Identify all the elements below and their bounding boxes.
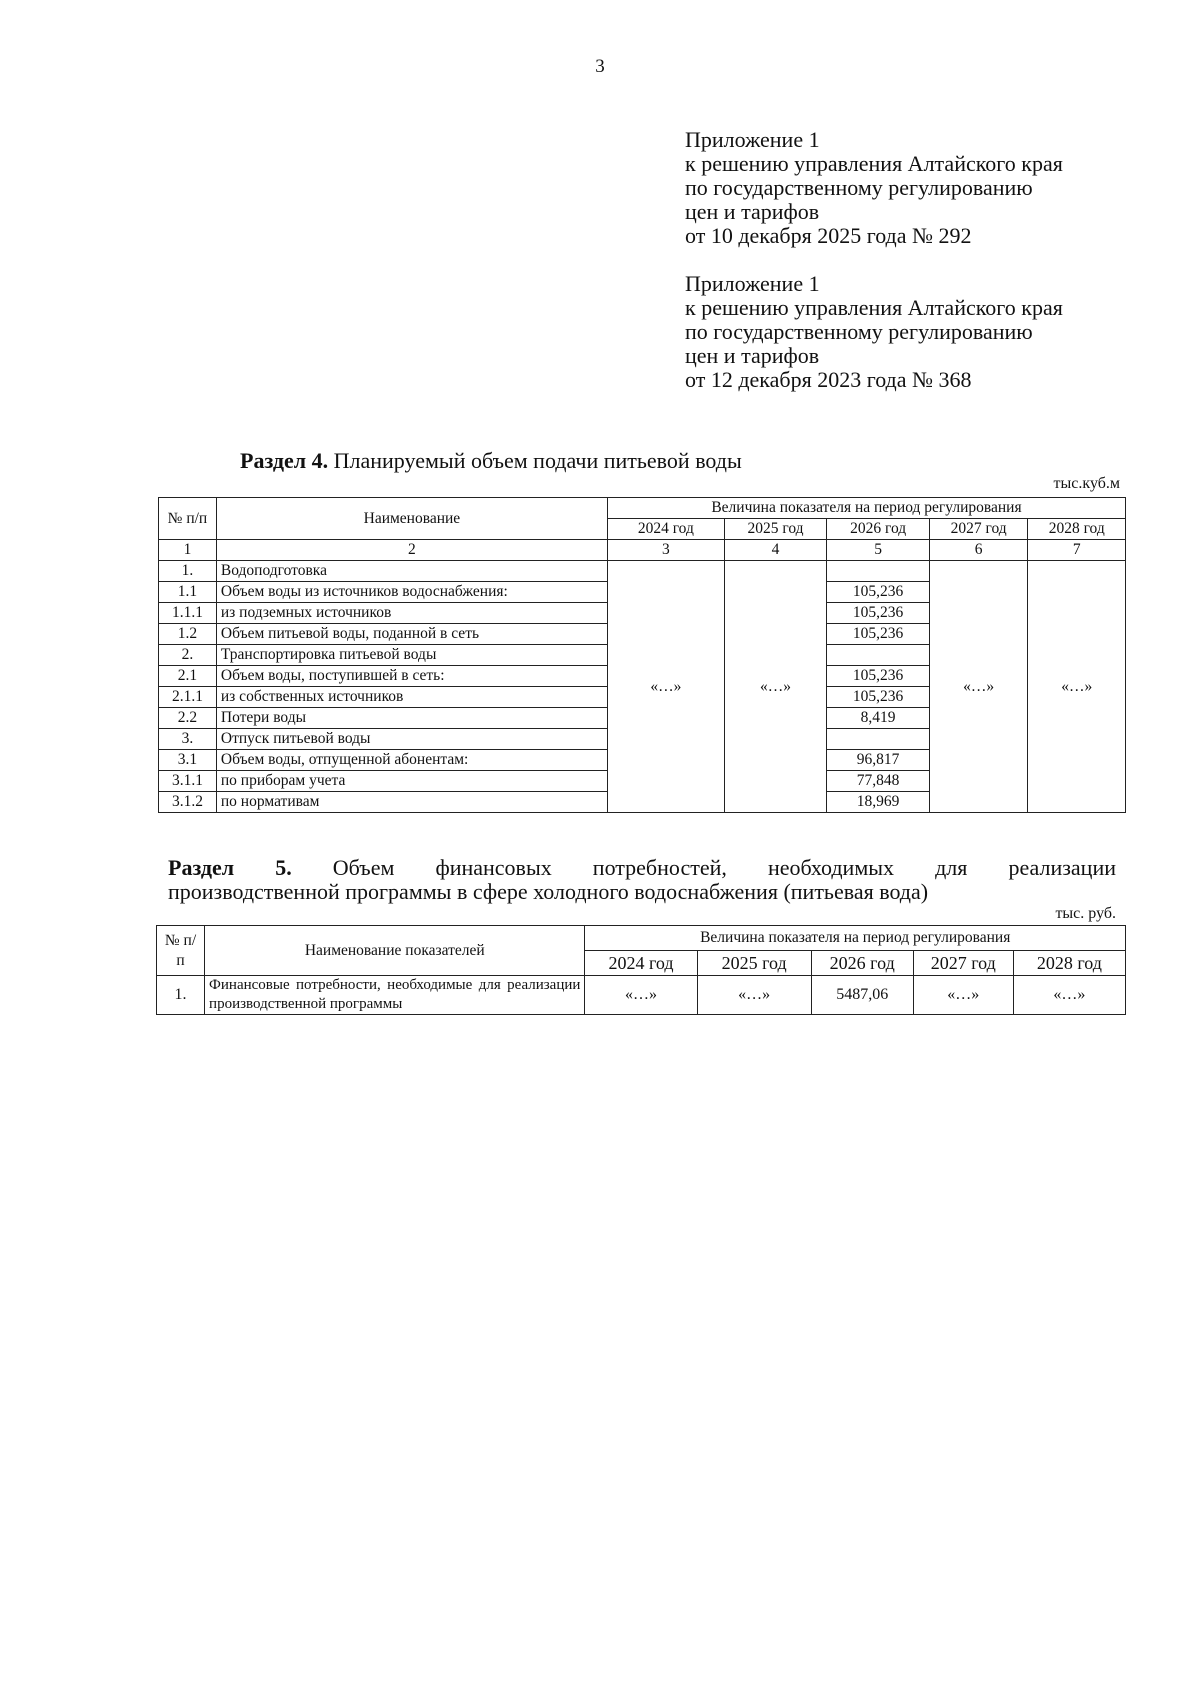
value-2026 (827, 645, 930, 666)
row-name: из подземных источников (216, 603, 607, 624)
header-period: Величина показателя на период регулирования (607, 498, 1125, 519)
value-2026: 96,817 (827, 750, 930, 771)
value-2026: 105,236 (827, 582, 930, 603)
value-2025: «…» (697, 976, 811, 1015)
value-2026: 8,419 (827, 708, 930, 729)
appendix-line: Приложение 1 (685, 127, 820, 152)
row-name: Объем воды, отпущенной абонентам: (216, 750, 607, 771)
header-year: 2024 год (607, 519, 724, 540)
col-number: 1 (159, 540, 217, 561)
col-number: 2 (216, 540, 607, 561)
value-2026: 105,236 (827, 666, 930, 687)
section5-title-line1: Объем финансовых потребностей, необходимых для реализации (291, 855, 1116, 880)
row-num: 3.1 (159, 750, 217, 771)
row-num: 2.2 (159, 708, 217, 729)
col-number: 5 (827, 540, 930, 561)
row-num: 2. (159, 645, 217, 666)
appendix-previous (685, 272, 1063, 392)
appendix-line: от 10 декабря 2025 года № 292 (685, 223, 972, 248)
header-name: Наименование показателей (205, 926, 585, 976)
row-num: 3.1.1 (159, 771, 217, 792)
appendix-line: Приложение 1 (685, 271, 820, 296)
appendix-line: от 12 декабря 2023 года № 368 (685, 367, 972, 392)
header-num: № п/п (157, 926, 205, 976)
value-2025-omitted: «…» (724, 561, 827, 813)
appendix-line: по государственному регулированию (685, 175, 1033, 200)
row-num: 2.1 (159, 666, 217, 687)
row-name: Объем воды из источников водоснабжения: (216, 582, 607, 603)
row-name: по нормативам (216, 792, 607, 813)
value-2026: 105,236 (827, 603, 930, 624)
table-row (159, 561, 1126, 582)
header-year: 2027 год (913, 951, 1013, 976)
header-year: 2027 год (929, 519, 1028, 540)
value-2028: «…» (1013, 976, 1125, 1015)
header-year: 2025 год (697, 951, 811, 976)
section4-title (240, 448, 742, 474)
value-2026: 5487,06 (811, 976, 913, 1015)
header-year: 2028 год (1028, 519, 1126, 540)
row-name: Водоподготовка (216, 561, 607, 582)
row-num: 1.2 (159, 624, 217, 645)
section4-title-rest: Планируемый объем подачи питьевой воды (328, 448, 742, 473)
header-period: Величина показателя на период регулирования (585, 926, 1126, 951)
row-num: 1. (157, 976, 205, 1015)
section4-unit: тыс.куб.м (1053, 475, 1120, 492)
section5-title (168, 856, 1116, 904)
value-2026 (827, 729, 930, 750)
column-number-row (159, 540, 1126, 561)
header-year: 2026 год (827, 519, 930, 540)
row-num: 1.1.1 (159, 603, 217, 624)
section5-title-line2: производственной программы в сфере холодного водоснабжения (питьевая вода) (168, 879, 929, 904)
col-number: 7 (1028, 540, 1126, 561)
row-num: 3. (159, 729, 217, 750)
row-num: 3.1.2 (159, 792, 217, 813)
section4-table (158, 497, 1126, 813)
table-row (157, 976, 1126, 1015)
row-num: 1. (159, 561, 217, 582)
appendix-line: цен и тарифов (685, 199, 820, 224)
header-year: 2026 год (811, 951, 913, 976)
section5-unit: тыс. руб. (1055, 905, 1116, 922)
page-number: 3 (595, 56, 605, 77)
row-name: Потери воды (216, 708, 607, 729)
appendix-current (685, 128, 1063, 248)
row-name: Отпуск питьевой воды (216, 729, 607, 750)
row-name: Финансовые потребности, необходимые для реализации производственной программы (205, 976, 585, 1015)
col-number: 4 (724, 540, 827, 561)
appendix-line: к решению управления Алтайского края (685, 295, 1063, 320)
row-num: 2.1.1 (159, 687, 217, 708)
row-name: Объем воды, поступившей в сеть: (216, 666, 607, 687)
header-year: 2028 год (1013, 951, 1125, 976)
appendix-line: цен и тарифов (685, 343, 820, 368)
value-2026: 18,969 (827, 792, 930, 813)
header-name: Наименование (216, 498, 607, 540)
header-year: 2025 год (724, 519, 827, 540)
row-name: по приборам учета (216, 771, 607, 792)
section4-title-bold: Раздел 4. (240, 448, 329, 473)
appendix-line: по государственному регулированию (685, 319, 1033, 344)
section5-title-bold: Раздел 5. (168, 855, 292, 880)
value-2027-omitted: «…» (929, 561, 1028, 813)
col-number: 3 (607, 540, 724, 561)
row-name: Объем питьевой воды, поданной в сеть (216, 624, 607, 645)
value-2026: 105,236 (827, 687, 930, 708)
appendix-line: к решению управления Алтайского края (685, 151, 1063, 176)
value-2026: 105,236 (827, 624, 930, 645)
row-name: Транспортировка питьевой воды (216, 645, 607, 666)
section5-table (156, 925, 1126, 1015)
header-year: 2024 год (585, 951, 697, 976)
value-2027: «…» (913, 976, 1013, 1015)
header-num: № п/п (159, 498, 217, 540)
value-2028-omitted: «…» (1028, 561, 1126, 813)
row-num: 1.1 (159, 582, 217, 603)
value-2024: «…» (585, 976, 697, 1015)
value-2026: 77,848 (827, 771, 930, 792)
col-number: 6 (929, 540, 1028, 561)
value-2026 (827, 561, 930, 582)
row-name: из собственных источников (216, 687, 607, 708)
value-2024-omitted: «…» (607, 561, 724, 813)
